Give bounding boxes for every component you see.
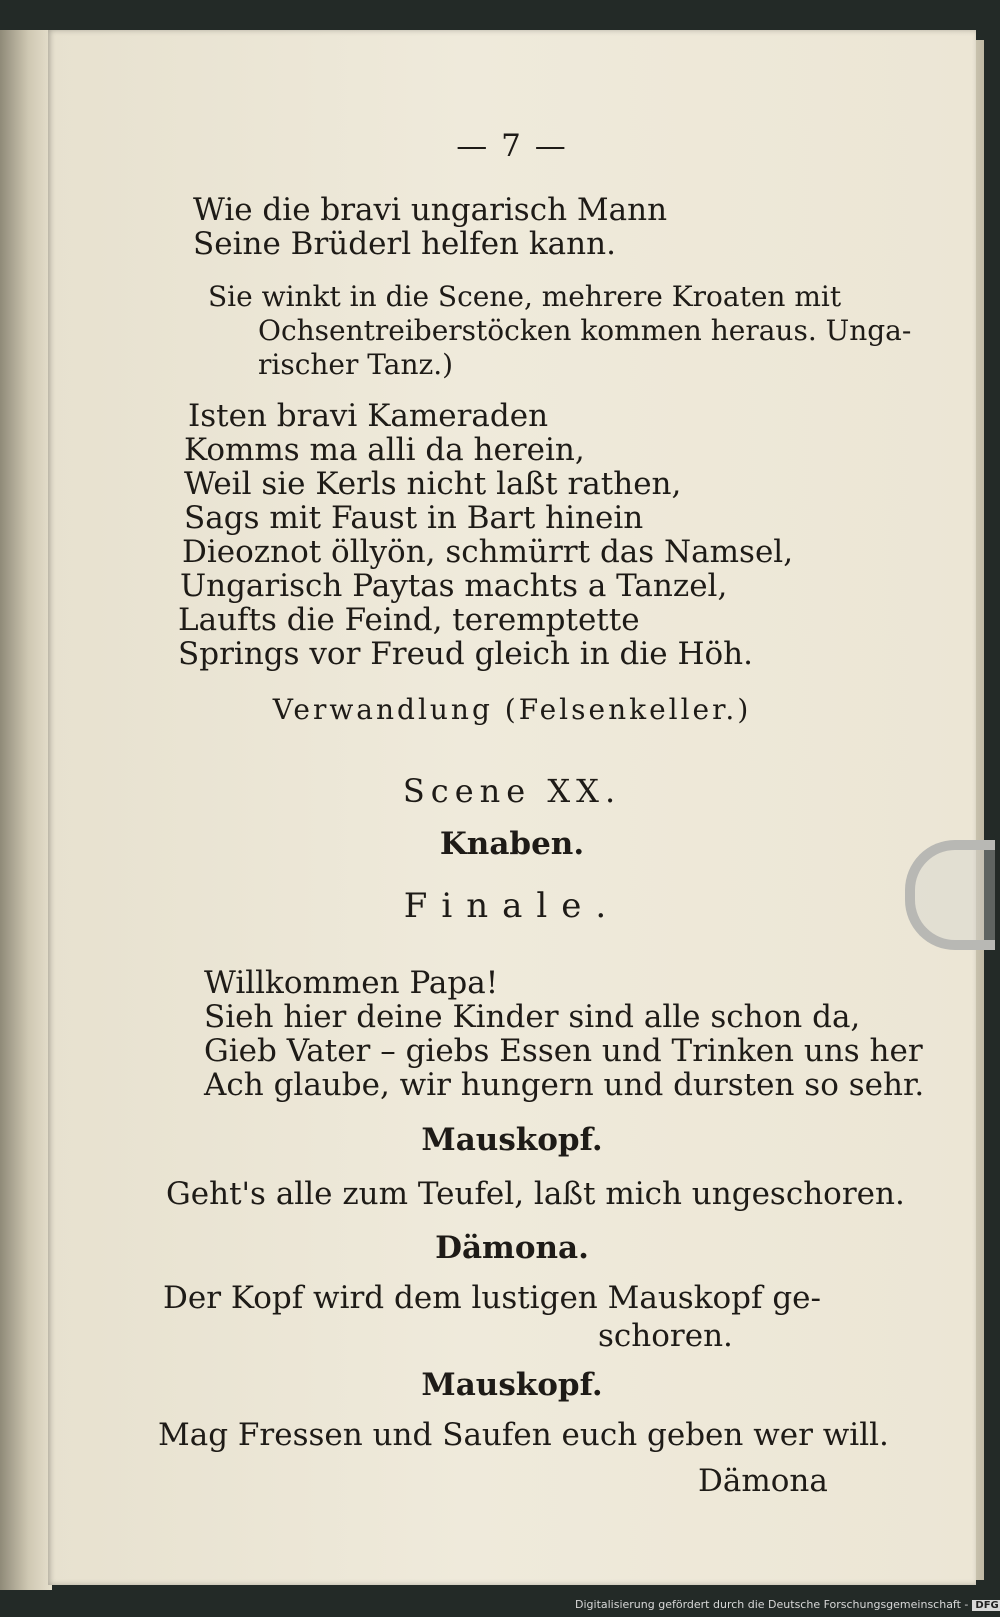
footer-text: Digitalisierung gefördert durch die Deutsche Forschungsgemeinschaft -	[575, 1598, 969, 1611]
paper-clip	[905, 840, 995, 950]
finale-heading: Finale.	[403, 886, 621, 926]
verse-line: Willkommen Papa!	[204, 965, 499, 1001]
catchword: Dämona	[698, 1463, 828, 1499]
page-number: — 7 —	[456, 128, 568, 164]
verse-line: Ungarisch Paytas machts a Tanzel,	[180, 568, 728, 604]
dialogue-line: schoren.	[598, 1318, 733, 1354]
dialogue-line: Der Kopf wird dem lustigen Mauskopf ge-	[163, 1280, 821, 1316]
verse-line: Sags mit Faust in Bart hinein	[184, 500, 644, 536]
speaker-mauskopf: Mauskopf.	[421, 1367, 603, 1403]
verse-line: Laufts die Feind, teremptette	[178, 602, 640, 638]
dialogue-line: Geht's alle zum Teufel, laßt mich ungeschoren.	[166, 1176, 905, 1212]
speaker-knaben: Knaben.	[439, 826, 585, 862]
verse-line: Gieb Vater – giebs Essen und Trinken uns her	[204, 1033, 923, 1069]
stage-direction: Sie winkt in die Scene, mehrere Kroaten mit	[208, 280, 842, 313]
stage-direction: Ochsentreiberstöcken kommen heraus. Unga-	[258, 314, 912, 347]
verse-line: Weil sie Kerls nicht laßt rathen,	[184, 466, 682, 502]
verse-line: Sieh hier deine Kinder sind alle schon da,	[204, 999, 861, 1035]
verse-line: Isten bravi Kameraden	[188, 398, 549, 434]
footer-credit	[575, 1598, 1000, 1617]
scene-change: Verwandlung (Felsenkeller.)	[272, 693, 752, 726]
verse-line: Seine Brüderl helfen kann.	[193, 226, 616, 262]
verse-line: Dieoznot öllyön, schmürrt das Namsel,	[182, 534, 794, 570]
book-page	[48, 30, 976, 1585]
speaker-mauskopf: Mauskopf.	[421, 1122, 603, 1158]
binding-edge	[0, 30, 52, 1590]
scene-title: Scene XX.	[402, 772, 622, 810]
verse-line: Springs vor Freud gleich in die Höh.	[178, 636, 753, 672]
verse-line: Komms ma alli da herein,	[184, 432, 585, 468]
stage-direction: rischer Tanz.)	[258, 348, 454, 381]
dfg-logo: DFG	[972, 1600, 1000, 1611]
speaker-damona: Dämona.	[435, 1230, 589, 1266]
dialogue-line: Mag Fressen und Saufen euch geben wer will.	[158, 1417, 889, 1453]
verse-line: Ach glaube, wir hungern und dursten so sehr.	[204, 1067, 925, 1103]
verse-line: Wie die bravi ungarisch Mann	[193, 192, 668, 228]
